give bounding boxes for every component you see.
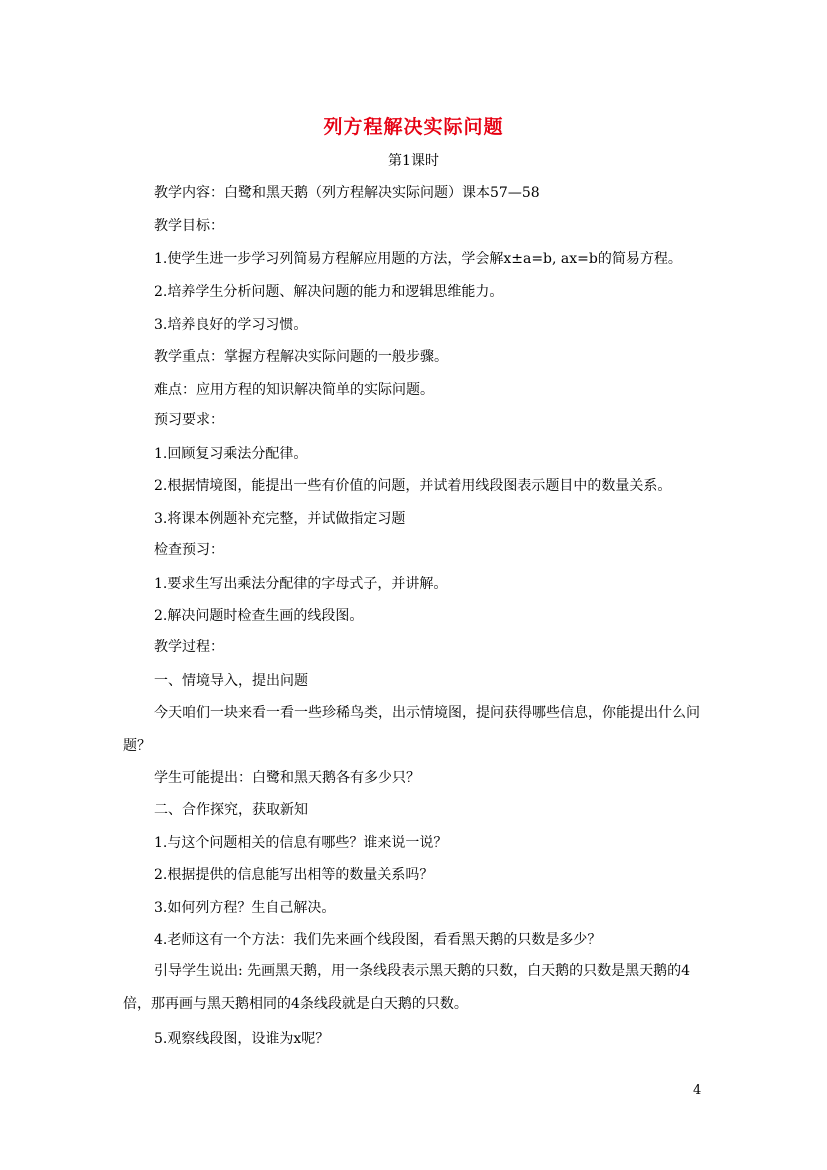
text-line: 预习要求： [154, 412, 224, 428]
text-line: 3.将课本例题补充完整，并试做指定习题 [154, 511, 406, 527]
guide-paragraph: 引导学生说出: 先画黑天鹅，用一条线段表示黑天鹅的只数，白天鹅的只数是黑天鹅的4倍，那再画与黑天鹅相同的4条线段就是白天鹅的只数。 [123, 963, 691, 1012]
text-line: 3.培养良好的学习习惯。 [154, 317, 308, 333]
text-line: 1.与这个问题相关的信息有哪些？谁来说一说？ [154, 835, 448, 851]
text-line: 1.回顾复习乘法分配律。 [154, 446, 308, 462]
text-line: 二、合作探究，获取新知 [154, 802, 308, 818]
document-title: 列方程解决实际问题 [323, 116, 504, 138]
text-line: 4.老师这有一个方法：我们先来画个线段图，看看黑天鹅的只数是多少？ [154, 932, 602, 948]
text-line: 3.如何列方程？生自己解决。 [154, 900, 336, 916]
text-line: 1.使学生进一步学习列简易方程解应用题的方法，学会解x±a=b, ax=b的简易方程。 [154, 251, 682, 267]
text-line: 2.根据提供的信息能写出相等的数量关系吗？ [154, 867, 434, 883]
text-line: 难点：应用方程的知识解决简单的实际问题。 [154, 382, 434, 398]
text-line: 学生可能提出：白鹭和黑天鹅各有多少只？ [154, 770, 420, 786]
text-line: 2.根据情境图，能提出一些有价值的问题，并试着用线段图表示题目中的数量关系。 [154, 478, 672, 494]
text-line: 教学重点：掌握方程解决实际问题的一般步骤。 [154, 349, 448, 365]
page-number: 4 [693, 1083, 702, 1098]
text-line: 一、情境导入，提出问题 [154, 673, 308, 689]
text-line: 教学过程： [154, 639, 224, 655]
text-line: 教学内容：白鹭和黑天鹅（列方程解决实际问题）课本57—58 [154, 185, 540, 201]
text-line: 2.解决问题时检查生画的线段图。 [154, 608, 364, 624]
text-line: 1.要求生写出乘法分配律的字母式子，并讲解。 [154, 576, 448, 592]
lesson-subtitle: 第1课时 [388, 153, 439, 169]
intro-paragraph: 今天咱们一块来看一看一些珍稀鸟类，出示情境图，提问获得哪些信息，你能提出什么问题？ [123, 705, 700, 754]
text-line: 教学目标： [154, 218, 224, 234]
text-line: 2.培养学生分析问题、解决问题的能力和逻辑思维能力。 [154, 284, 504, 300]
text-line: 5.观察线段图，设谁为x呢？ [154, 1031, 330, 1047]
text-line: 检查预习： [154, 542, 224, 558]
